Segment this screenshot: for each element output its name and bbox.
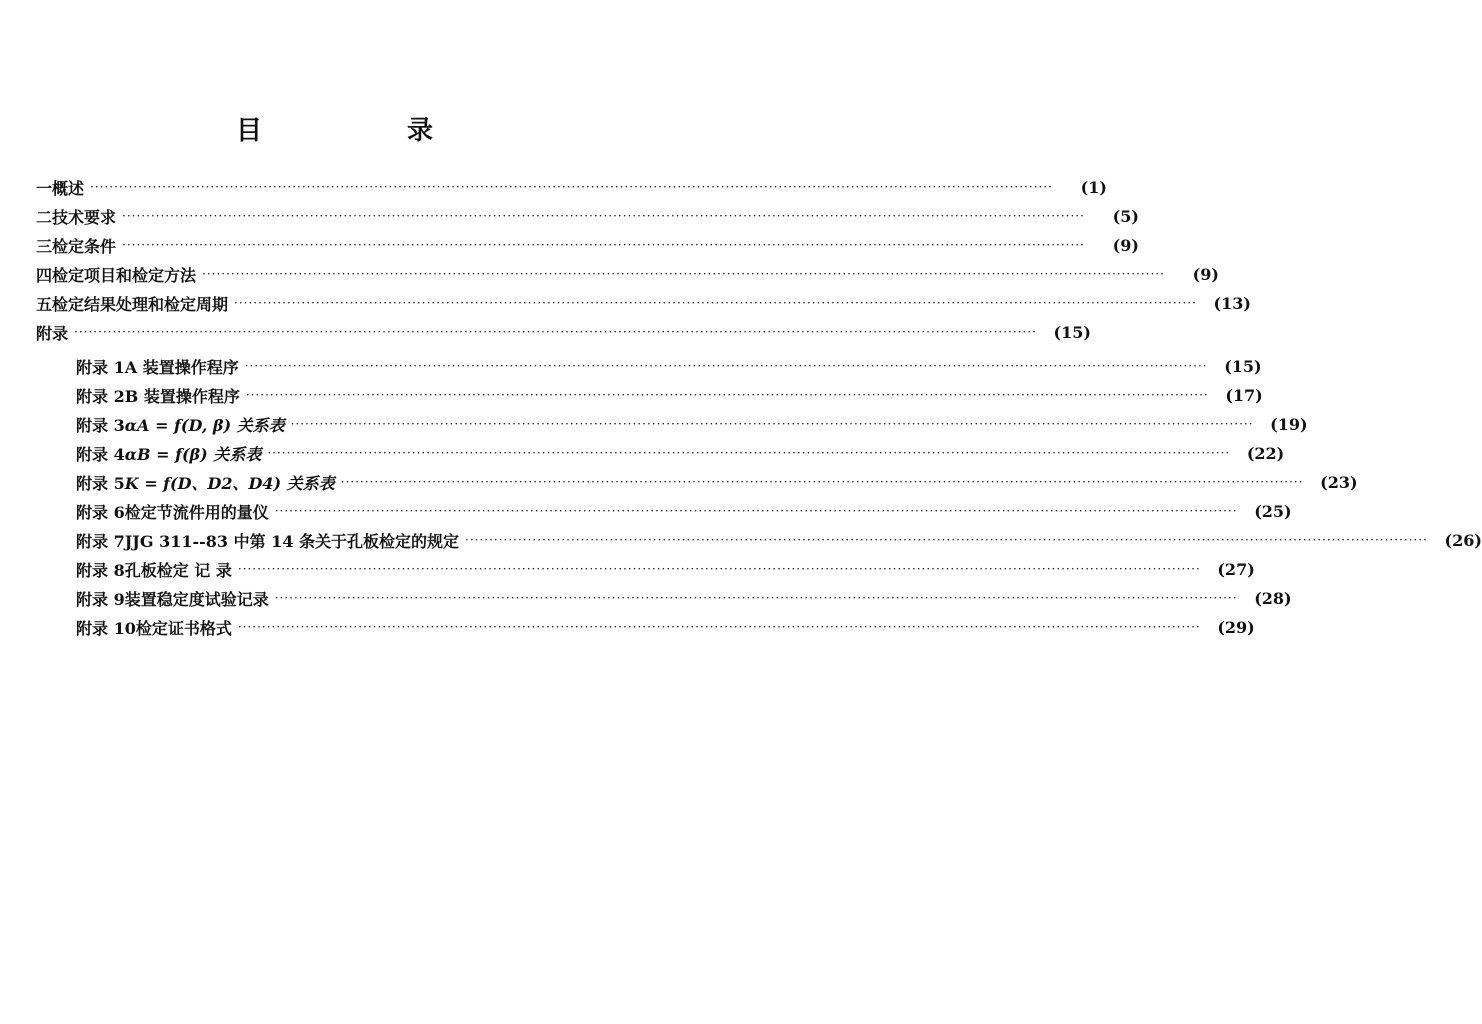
toc-page: (5) <box>1112 206 1139 226</box>
dot-leader: ········································································································································································································ <box>237 562 1201 576</box>
appendix-label: 附录 2 <box>76 386 125 406</box>
dot-leader: ········································································································································································································ <box>465 533 1428 547</box>
dot-leader: ········································································································································································································ <box>234 296 1197 310</box>
toc-page: (1) <box>1080 177 1107 197</box>
dot-leader: ········································································································································································································ <box>267 446 1231 460</box>
appendix-label: 附录 3 <box>76 415 125 435</box>
appendix-page: (27) <box>1217 559 1255 579</box>
toc-text: 检定结果处理和检定周期 <box>52 294 229 314</box>
toc-number: 五 <box>36 294 53 314</box>
dot-leader: ········································································································································································································ <box>244 359 1208 373</box>
appendix-text: 装置稳定度试验记录 <box>124 589 269 609</box>
appendix-label: 附录 10 <box>76 618 136 638</box>
dot-leader: ········································································································································································································ <box>237 620 1201 634</box>
appendix-text: B 装置操作程序 <box>124 386 240 406</box>
appendix-entry <box>76 438 1285 468</box>
appendix-page: (22) <box>1246 443 1285 463</box>
appendix-page: (15) <box>1224 356 1262 376</box>
appendix-text: αA = f(D, β) 关系表 <box>124 415 285 435</box>
appendix-text: αB = f(β) 关系表 <box>124 444 262 464</box>
appendix-entry <box>76 612 1255 642</box>
appendix-page: (19) <box>1270 414 1308 434</box>
toc-text: 技术要求 <box>52 207 117 227</box>
appendix-entry <box>76 409 1308 439</box>
toc-page: (13) <box>1213 293 1251 313</box>
toc-entry <box>36 201 1139 231</box>
toc-page: (9) <box>1192 264 1219 284</box>
toc-page: (15) <box>1053 322 1091 342</box>
dot-leader: ········································································································································································································ <box>274 591 1238 605</box>
appendix-label: 附录 5 <box>76 473 125 493</box>
toc-text: 检定项目和检定方法 <box>52 265 197 285</box>
page-title: 目 录 <box>235 116 502 146</box>
toc-text: 检定条件 <box>52 236 117 256</box>
appendix-entry <box>76 554 1255 584</box>
appendix-entry <box>76 525 1482 555</box>
dot-leader: ········································································································································································································ <box>122 238 1085 252</box>
toc-entry <box>36 317 1091 347</box>
appendix-text: K = f(D、D2、D4) 关系表 <box>124 473 335 493</box>
toc-entry <box>36 172 1107 202</box>
toc-text: 附录 <box>36 323 69 343</box>
appendix-text: A 装置操作程序 <box>124 357 239 377</box>
appendix-entry <box>76 467 1358 497</box>
appendix-page: (28) <box>1254 588 1292 608</box>
toc-entry <box>36 230 1139 260</box>
dot-leader: ········································································································································································································ <box>245 388 1209 402</box>
toc-entry <box>36 259 1219 289</box>
appendix-text: 检定证书格式 <box>135 618 232 638</box>
appendix-page: (25) <box>1254 501 1292 521</box>
dot-leader: ········································································································································································································ <box>74 325 1037 339</box>
toc-number: 二 <box>36 207 53 227</box>
appendix-page: (17) <box>1225 385 1263 405</box>
appendix-entry <box>76 496 1292 526</box>
dot-leader: ········································································································································································································ <box>122 209 1085 223</box>
appendix-entry <box>76 351 1262 381</box>
toc-page: (9) <box>1112 235 1139 255</box>
toc-number: 一 <box>36 178 53 198</box>
appendix-entry <box>76 380 1263 410</box>
appendix-page: (23) <box>1320 472 1358 492</box>
appendix-text: 检定节流件用的量仪 <box>124 502 269 522</box>
dot-leader: ········································································································································································································ <box>274 504 1238 518</box>
appendix-text: 孔板检定 记 录 <box>124 560 232 580</box>
appendix-label: 附录 6 <box>76 502 125 522</box>
toc-entry <box>36 288 1251 318</box>
appendix-label: 附录 8 <box>76 560 125 580</box>
toc-number: 四 <box>36 265 53 285</box>
dot-leader: ········································································································································································································ <box>202 267 1165 281</box>
appendix-label: 附录 7 <box>76 531 125 551</box>
appendix-text: JJG 311--83 中第 14 条关于孔板检定的规定 <box>124 531 460 551</box>
dot-leader: ········································································································································································································ <box>290 417 1254 431</box>
appendix-label: 附录 1 <box>76 357 125 377</box>
appendix-label: 附录 9 <box>76 589 125 609</box>
appendix-label: 附录 4 <box>76 444 125 464</box>
dot-leader: ········································································································································································································ <box>340 475 1304 489</box>
appendix-page: (29) <box>1217 617 1255 637</box>
toc-number: 三 <box>36 236 53 256</box>
appendix-entry <box>76 583 1292 613</box>
appendix-page: (26) <box>1444 530 1482 550</box>
dot-leader: ········································································································································································································ <box>90 180 1053 194</box>
toc-text: 概述 <box>52 178 85 198</box>
